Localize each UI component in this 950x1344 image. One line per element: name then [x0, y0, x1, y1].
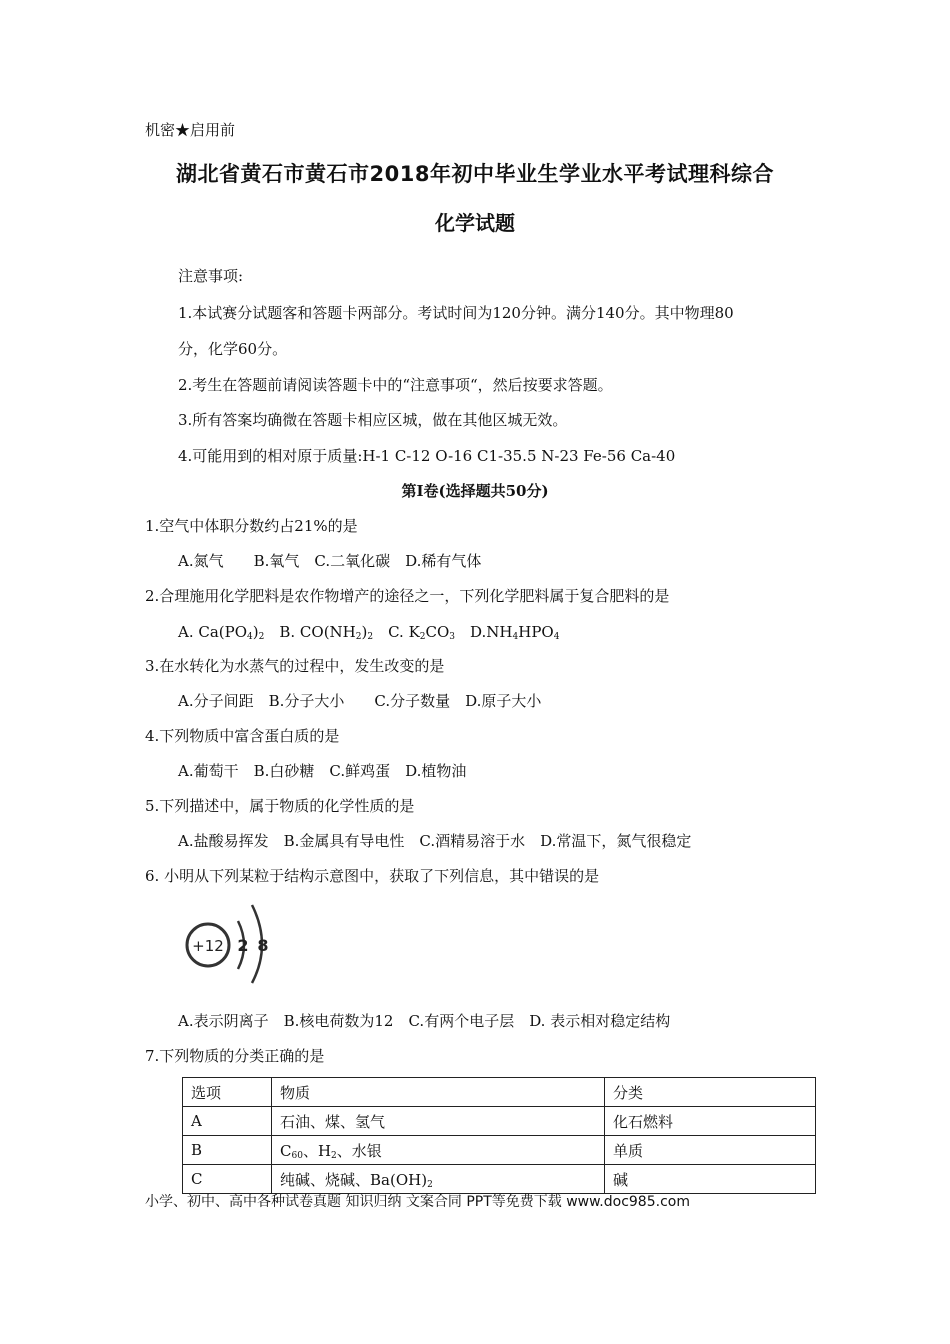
question-3-stem: 3.在水转化为水蒸气的过程中，发生改变的是 [145, 657, 445, 675]
row-c-substance: 纯碱、烧碱、$Ba(OH)_2$ [272, 1165, 605, 1194]
note-item-4: 4.可能用到的相对原于质量:H-1 C-12 O-16 C1-35.5 N-23 Fe-56 Ca-40 [178, 447, 676, 465]
shell-2-electrons: 8 [257, 936, 269, 955]
question-5-options: A.盐酸易挥发 B.金属具有导电性 C.酒精易溶于水 D.常温下，氮气很稳定 [178, 832, 692, 850]
header-substance: 物质 [272, 1078, 605, 1107]
question-2-stem: 2.合理施用化学肥料是农作物增产的途径之一，下列化学肥料属于复合肥料的是 [145, 587, 670, 605]
note-item-3: 3.所有答案均确微在答题卡相应区城，做在其他区城无效。 [178, 411, 568, 429]
question-6-stem: 6. 小明从下列某粒于结构示意图中，获取了下列信息，其中错误的是 [145, 867, 600, 885]
table-row [183, 1136, 816, 1165]
header-option: 选项 [183, 1078, 272, 1107]
row-c-category: 碱 [605, 1165, 816, 1194]
header-category: 分类 [605, 1078, 816, 1107]
question-4-stem: 4.下列物质中富含蛋白质的是 [145, 727, 340, 745]
row-b-option: B [183, 1136, 272, 1165]
question-1-options: A.氮气 B.氧气 C.二氧化碳 D.稀有气体 [178, 552, 482, 570]
table-row [183, 1165, 816, 1194]
question-3-options: A.分子间距 B.分子大小 C.分子数量 D.原子大小 [178, 692, 542, 710]
note-item-2: 2.考生在答题前请阅读答题卡中的“注意事项“，然后按要求答题。 [178, 376, 613, 394]
question-1-stem: 1.空气中体职分数约占21%的是 [145, 517, 358, 535]
question-6-options: A.表示阴离子 B.核电荷数为12 C.有两个电子层 D. 表示相对稳定结构 [178, 1012, 671, 1030]
row-c-option: C [183, 1165, 272, 1194]
question-5-stem: 5.下列描述中，属于物质的化学性质的是 [145, 797, 415, 815]
question-7-stem: 7.下列物质的分类正确的是 [145, 1047, 325, 1065]
row-a-option: A [183, 1107, 272, 1136]
row-b-substance: $C_{60}$、$H_2$、水银 [272, 1136, 605, 1165]
row-a-category: 化石燃料 [605, 1107, 816, 1136]
nucleus-charge: +12 [192, 937, 224, 955]
exam-subtitle: 化学试题 [435, 211, 515, 235]
note-item-1-cont: 分，化学60分。 [178, 340, 288, 358]
shell-1-electrons: 2 [237, 936, 249, 955]
table-row [183, 1107, 816, 1136]
note-item-1: 1.本试赛分试题客和答题卡两部分。考试时间为120分钟。满分140分。其中物理80 [178, 304, 734, 322]
classification-table [182, 1077, 816, 1194]
page-footer: 小学、初中、高中各种试卷真题 知识归纳 文案合同 PPT等免费下载 www.doc985.com [145, 1194, 690, 1210]
atom-structure-diagram [172, 893, 282, 988]
question-2-options: A. $Ca(PO_4)_2$ B. $CO(NH_2)_2$ C. $K_2CO_3$ $D.NH_4HPO_4$ [178, 623, 560, 642]
notes-heading: 注意事项: [178, 267, 244, 285]
question-4-options: A.葡萄干 B.白砂糖 C.鲜鸡蛋 D.植物油 [178, 762, 467, 780]
row-b-category: 单质 [605, 1136, 816, 1165]
exam-title: 湖北省黄石市黄石市2018年初中毕业生学业水平考试理科综合 [176, 162, 774, 186]
section-title: 第I卷(选择题共50分) [401, 482, 549, 500]
confidential-label: 机密★启用前 [145, 121, 236, 139]
row-a-substance: 石油、煤、氢气 [272, 1107, 605, 1136]
table-header-row [183, 1078, 816, 1107]
